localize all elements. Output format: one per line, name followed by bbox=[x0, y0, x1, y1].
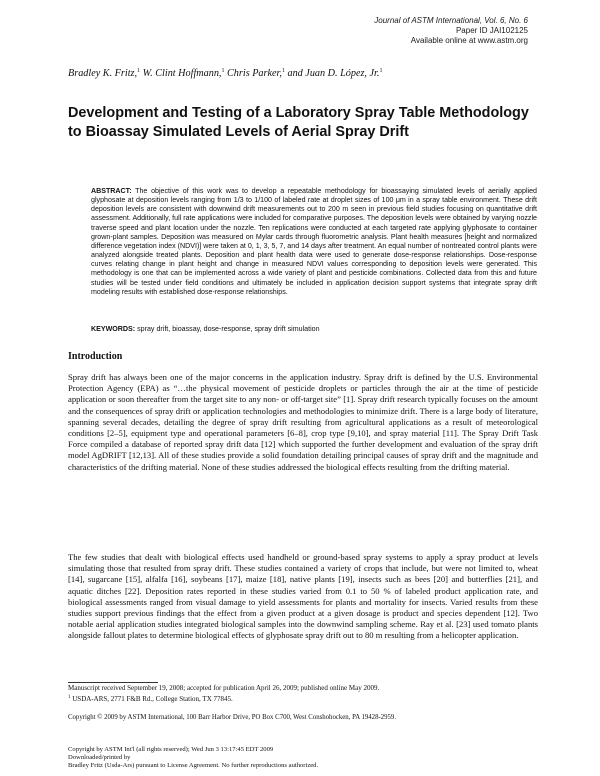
footnotes bbox=[68, 684, 538, 704]
author-list bbox=[68, 64, 538, 81]
availability-line: Available online at www.astm.org bbox=[410, 36, 528, 45]
keywords-label: KEYWORDS: bbox=[91, 325, 136, 333]
abstract-text: The objective of this work was to develop a repeatable methodology for bioassaying simulated levels of aerially applied glyphosate at deposition levels ranging from 1/3 to 1/100 of labeled rate at droplet sizes of 100 μm in a spray table environment. These drift deposition levels are consistent with downwind drift measurements out to 200 m seen in previous field studies focusing on quantitative drift assessment. Additionally, full rate applications were included for comparative purposes. The deposition levels were obtained by varying nozzle traverse speed and plant location under the nozzle. Ten replications were conducted at each targeted rate applying glyphosate to container grown-plant samples. Deposition was measured on Mylar cards through fluorometric analysis. Plant health measures [height and normalized difference vegetation index (NDVI)] were taken at 0, 1, 3, 5, 7, and 14 days after treatment. An equal number of nontreated control plants were analyzed alongside treated plants. Deposition and plant health data were used to generate dose-response relationships. Dose-response curves relating change in plant height and change in measured NDVI values corresponding to deposition levels were generated. This methodology is one that can be implemented across a wide variety of plant and pesticide combinations. Collected data from this and future studies will be tested under field conditions and ultimately be included in application decision support systems that integrate spray drift modeling results with established dose-response relationships. bbox=[91, 187, 537, 296]
author-name: Chris Parker, bbox=[227, 68, 282, 79]
author-affiliation-marker: 1 bbox=[221, 68, 225, 74]
author-affiliation-marker: 1 bbox=[281, 68, 285, 74]
author-name: W. Clint Hoffmann, bbox=[142, 68, 222, 79]
keywords bbox=[91, 325, 537, 334]
footnote-divider bbox=[68, 682, 158, 683]
download-watermark bbox=[68, 746, 538, 770]
journal-citation: Journal of ASTM International, Vol. 6, No. 6 bbox=[374, 16, 528, 25]
watermark-line: Downloaded/printed by bbox=[68, 754, 131, 761]
paper-title: Development and Testing of a Laboratory Spray Table Methodology to Bioassay Simulated Levels of Aerial Spray Drift bbox=[68, 105, 529, 140]
author-name: Bradley K. Fritz, bbox=[68, 68, 138, 79]
watermark-line: Copyright by ASTM Int'l (all rights reserved); Wed Jun 3 13:17:45 EDT 2009 bbox=[68, 746, 274, 753]
paper-id: Paper ID JAI102125 bbox=[455, 26, 528, 35]
author-name: and Juan D. López, Jr. bbox=[287, 68, 380, 79]
affiliation-text: USDA-ARS, 2771 F&B Rd., College Station, TX 77845. bbox=[72, 695, 233, 703]
copyright-notice: Copyright © 2009 by ASTM International, 100 Barr Harbor Drive, PO Box C700, West Conshohocken, PA 19428-2959. bbox=[68, 714, 397, 721]
watermark-line: Bradley Fritz (Usda-Ars) pursuant to License Agreement. No further reproductions authorized. bbox=[68, 762, 319, 769]
manuscript-dates-footnote: Manuscript received September 19, 2008; accepted for publication April 26, 2009; published online May 2009. bbox=[68, 684, 380, 692]
body-paragraph: The few studies that dealt with biological effects used handheld or ground-based spray systems to apply a spray product at levels simulating those that resulted from spray drift. These studies contained a variety of crops that include, but were not limited to, wheat [14], sugarcane [15], alfalfa [16], soybeans [17], maize [18], native plants [19], insects such as bees [20] and butterflies [21], and aquatic ditches [22]. Deposition rates reported in these studies varied from 0.1 to 50 % of labeled product application rate, and biological assessments ranged from visual damage to yield assessments for plants and mortality for insects. Varied results from these studies support previous findings that the effect from a given product at a given dosage is product and species dependent [12]. Two notable aerial application studies integrated biological samples into the downwind sampling scheme. Ray et al. [23] used tomato plants alongside fallout plates to determine biological effects of glyphosate spray drift out to 80 m resulting from a helicopter application. bbox=[68, 552, 538, 641]
keywords-text: spray drift, bioassay, dose-response, spray drift simulation bbox=[137, 325, 320, 333]
footnote-marker: 1 bbox=[68, 695, 71, 700]
abstract-label: ABSTRACT: bbox=[91, 187, 132, 195]
author-affiliation-marker: 1 bbox=[137, 68, 141, 74]
author-affiliation-marker: 1 bbox=[379, 68, 383, 74]
affiliation-footnote bbox=[68, 693, 538, 704]
journal-header bbox=[228, 16, 528, 46]
body-paragraph: Spray drift has always been one of the major concerns in the application industry. Spray drift is defined by the U.S. Environmental Protection Agency (EPA) as “…the physical movement of pesticide droplets or particles through the air at the time of pesticide application or soon thereafter from the target site to any non- or off-target site” [1]. Spray drift research typically focuses on the amount and the consequences of spray drift or application technologies and methodologies to minimize drift. There is a large body of literature, spanning several decades, detailing the degree of spray drift resulting from agricultural applications as a result of meteorological conditions [2–5], equipment type and operational parameters [6–8], crop type [9,10], and spray material [11]. The Spray Drift Task Force compiled a database of reported spray drift data [12] which supported the further development and evaluation of the spray drift model AgDRIFT [12,13]. All of these studies provide a solid foundation detailing principal causes of spray drift and the magnitude and characteristics of the drifting material. None of these studies addressed the biological effects resulting from the drifting material. bbox=[68, 372, 538, 472]
abstract bbox=[91, 187, 537, 297]
section-heading-introduction: Introduction bbox=[68, 351, 123, 362]
